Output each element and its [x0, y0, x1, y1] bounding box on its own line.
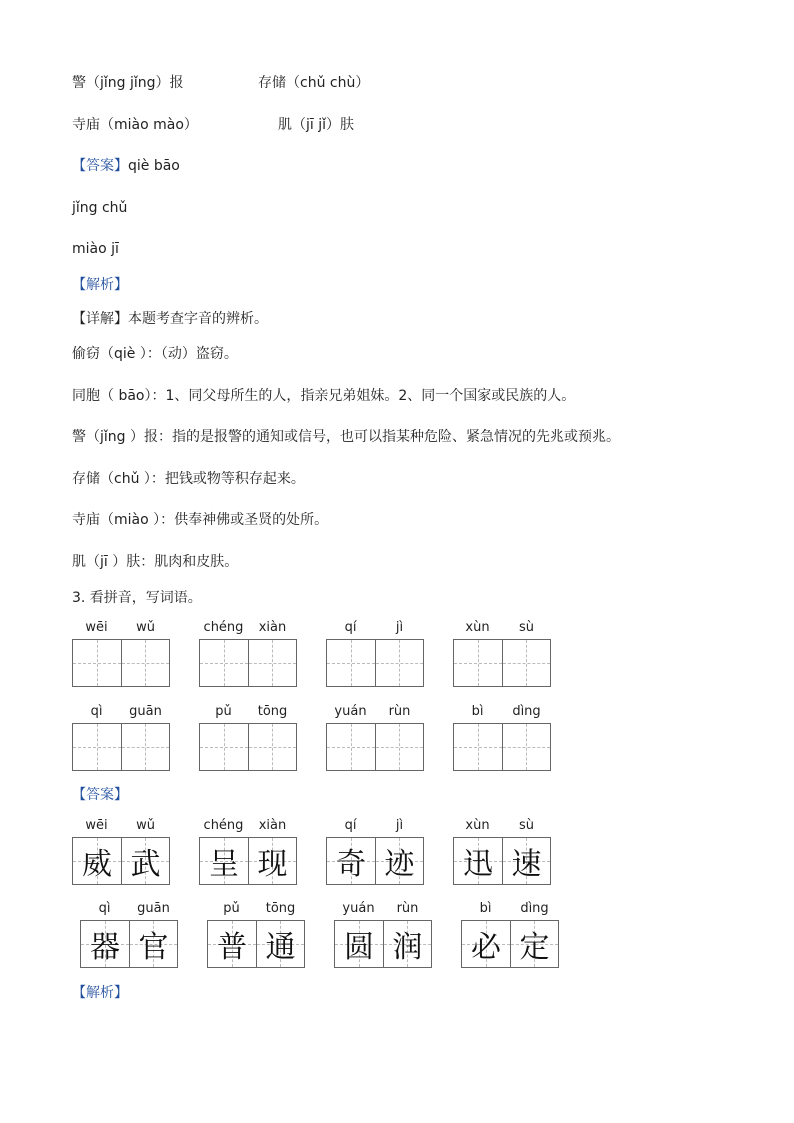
- pinyin-label: yuán: [334, 704, 367, 719]
- answer-character: 普: [216, 930, 247, 965]
- writing-boxes: [72, 723, 170, 771]
- writing-cell: [121, 724, 169, 770]
- pinyin-label: xùn: [465, 818, 490, 833]
- answer-character: 迅: [462, 847, 493, 882]
- writing-boxes: [207, 920, 305, 968]
- pinyin-label: sù: [518, 818, 534, 833]
- analysis-item: 警（jǐng ）报：指的是报警的通知或信号，也可以指某种危险、紧急情况的先兆或预兆。: [72, 429, 620, 445]
- writing-boxes: [326, 723, 424, 771]
- answer-character: 现: [257, 847, 288, 882]
- analysis-1-tag: 【解析】: [72, 277, 128, 293]
- detail-tag: 【详解】: [72, 311, 128, 327]
- writing-boxes: [453, 639, 551, 687]
- writing-cell: [73, 640, 121, 686]
- answer-1-line-2: jǐng chǔ: [72, 200, 128, 216]
- answer-character: 速: [511, 847, 542, 882]
- writing-cell: [462, 921, 510, 967]
- writing-boxes: [72, 837, 170, 885]
- writing-cell: [510, 921, 558, 967]
- pinyin-label: wǔ: [136, 620, 155, 635]
- writing-cell: [208, 921, 256, 967]
- analysis-item: 偷窃（qiè ）：（动）盗窃。: [72, 346, 238, 362]
- writing-cell: [454, 724, 502, 770]
- pinyin-label: jì: [395, 818, 404, 833]
- writing-cell: [327, 724, 375, 770]
- pinyin-label: tōng: [265, 901, 296, 916]
- writing-boxes: [326, 837, 424, 885]
- writing-cell: [121, 838, 169, 884]
- writing-cell: [502, 724, 550, 770]
- pinyin-label: chéng: [203, 620, 244, 635]
- detail-text: 本题考查字音的辨析。: [128, 311, 268, 327]
- pinyin-label: qì: [90, 704, 103, 719]
- answer-1-tag: 【答案】: [72, 158, 128, 174]
- analysis-3-tag: 【解析】: [72, 985, 128, 1001]
- writing-cell: [375, 640, 423, 686]
- pinyin-label: xùn: [465, 620, 490, 635]
- pinyin-label: wēi: [85, 620, 108, 635]
- analysis-item: 肌（jī ）肤：肌肉和皮肤。: [72, 554, 239, 570]
- writing-cell: [200, 640, 248, 686]
- writing-boxes: [199, 639, 297, 687]
- writing-cell: [121, 640, 169, 686]
- pinyin-label: guān: [137, 901, 170, 916]
- pinyin-label: pǔ: [223, 901, 240, 916]
- word-row-2-left: 寺庙（miào mào）: [72, 117, 198, 133]
- pinyin-label: dìng: [520, 901, 549, 916]
- pinyin-label: pǔ: [215, 704, 232, 719]
- writing-cell: [81, 921, 129, 967]
- pinyin-label: wēi: [85, 818, 108, 833]
- answer-1-line-3: miào jī: [72, 241, 119, 257]
- pinyin-label: wǔ: [136, 818, 155, 833]
- answer-character: 威: [81, 847, 112, 882]
- writing-boxes: [334, 920, 432, 968]
- word-row-1-right: 存储（chǔ chù）: [258, 75, 370, 91]
- answer-character: 武: [130, 847, 161, 882]
- writing-boxes: [326, 639, 424, 687]
- pinyin-label: guān: [129, 704, 162, 719]
- answer-character: 呈: [208, 847, 239, 882]
- analysis-item: 同胞（ bāo）：1、同父母所生的人，指亲兄弟姐妹。2、同一个国家或民族的人。: [72, 388, 576, 404]
- writing-cell: [200, 838, 248, 884]
- writing-cell: [383, 921, 431, 967]
- answer-character: 官: [138, 930, 169, 965]
- answer-character: 器: [89, 930, 120, 965]
- pinyin-label: bì: [471, 704, 484, 719]
- question-3-title: 3. 看拼音，写词语。: [72, 590, 202, 606]
- pinyin-label: qí: [344, 818, 357, 833]
- pinyin-label: xiàn: [258, 620, 287, 635]
- writing-boxes: [199, 837, 297, 885]
- word-row-1-left: 警（jǐng jǐng）报: [72, 75, 184, 91]
- pinyin-label: qì: [98, 901, 111, 916]
- pinyin-label: yuán: [342, 901, 375, 916]
- pinyin-label: xiàn: [258, 818, 287, 833]
- writing-cell: [129, 921, 177, 967]
- analysis-item: 存储（chǔ ）：把钱或物等积存起来。: [72, 471, 305, 487]
- writing-cell: [248, 724, 296, 770]
- pinyin-label: sù: [518, 620, 534, 635]
- writing-cell: [502, 640, 550, 686]
- pinyin-label: rùn: [396, 901, 419, 916]
- answer-character: 润: [392, 930, 423, 965]
- writing-cell: [327, 838, 375, 884]
- analysis-item: 寺庙（miào ）：供奉神佛或圣贤的处所。: [72, 512, 329, 528]
- writing-cell: [248, 640, 296, 686]
- answer-character: 奇: [335, 847, 366, 882]
- writing-boxes: [453, 723, 551, 771]
- answer-1-line-1: qiè bāo: [128, 158, 180, 174]
- answer-character: 定: [519, 930, 550, 965]
- writing-cell: [200, 724, 248, 770]
- answer-character: 必: [470, 930, 501, 965]
- answer-3-tag: 【答案】: [72, 787, 128, 803]
- pinyin-label: jì: [395, 620, 404, 635]
- pinyin-label: rùn: [388, 704, 411, 719]
- answer-character: 迹: [384, 847, 415, 882]
- writing-cell: [454, 640, 502, 686]
- writing-cell: [256, 921, 304, 967]
- writing-cell: [248, 838, 296, 884]
- pinyin-label: tōng: [257, 704, 288, 719]
- pinyin-label: qí: [344, 620, 357, 635]
- answer-character: 圆: [343, 930, 374, 965]
- writing-cell: [335, 921, 383, 967]
- pinyin-label: dìng: [512, 704, 541, 719]
- writing-cell: [375, 838, 423, 884]
- writing-cell: [454, 838, 502, 884]
- writing-cell: [327, 640, 375, 686]
- writing-boxes: [80, 920, 178, 968]
- answer-character: 通: [265, 930, 296, 965]
- writing-cell: [375, 724, 423, 770]
- pinyin-label: bì: [479, 901, 492, 916]
- writing-boxes: [72, 639, 170, 687]
- word-row-2-right: 肌（jī jǐ）肤: [278, 117, 355, 133]
- writing-boxes: [199, 723, 297, 771]
- writing-cell: [73, 838, 121, 884]
- writing-boxes: [461, 920, 559, 968]
- writing-boxes: [453, 837, 551, 885]
- pinyin-label: chéng: [203, 818, 244, 833]
- writing-cell: [73, 724, 121, 770]
- writing-cell: [502, 838, 550, 884]
